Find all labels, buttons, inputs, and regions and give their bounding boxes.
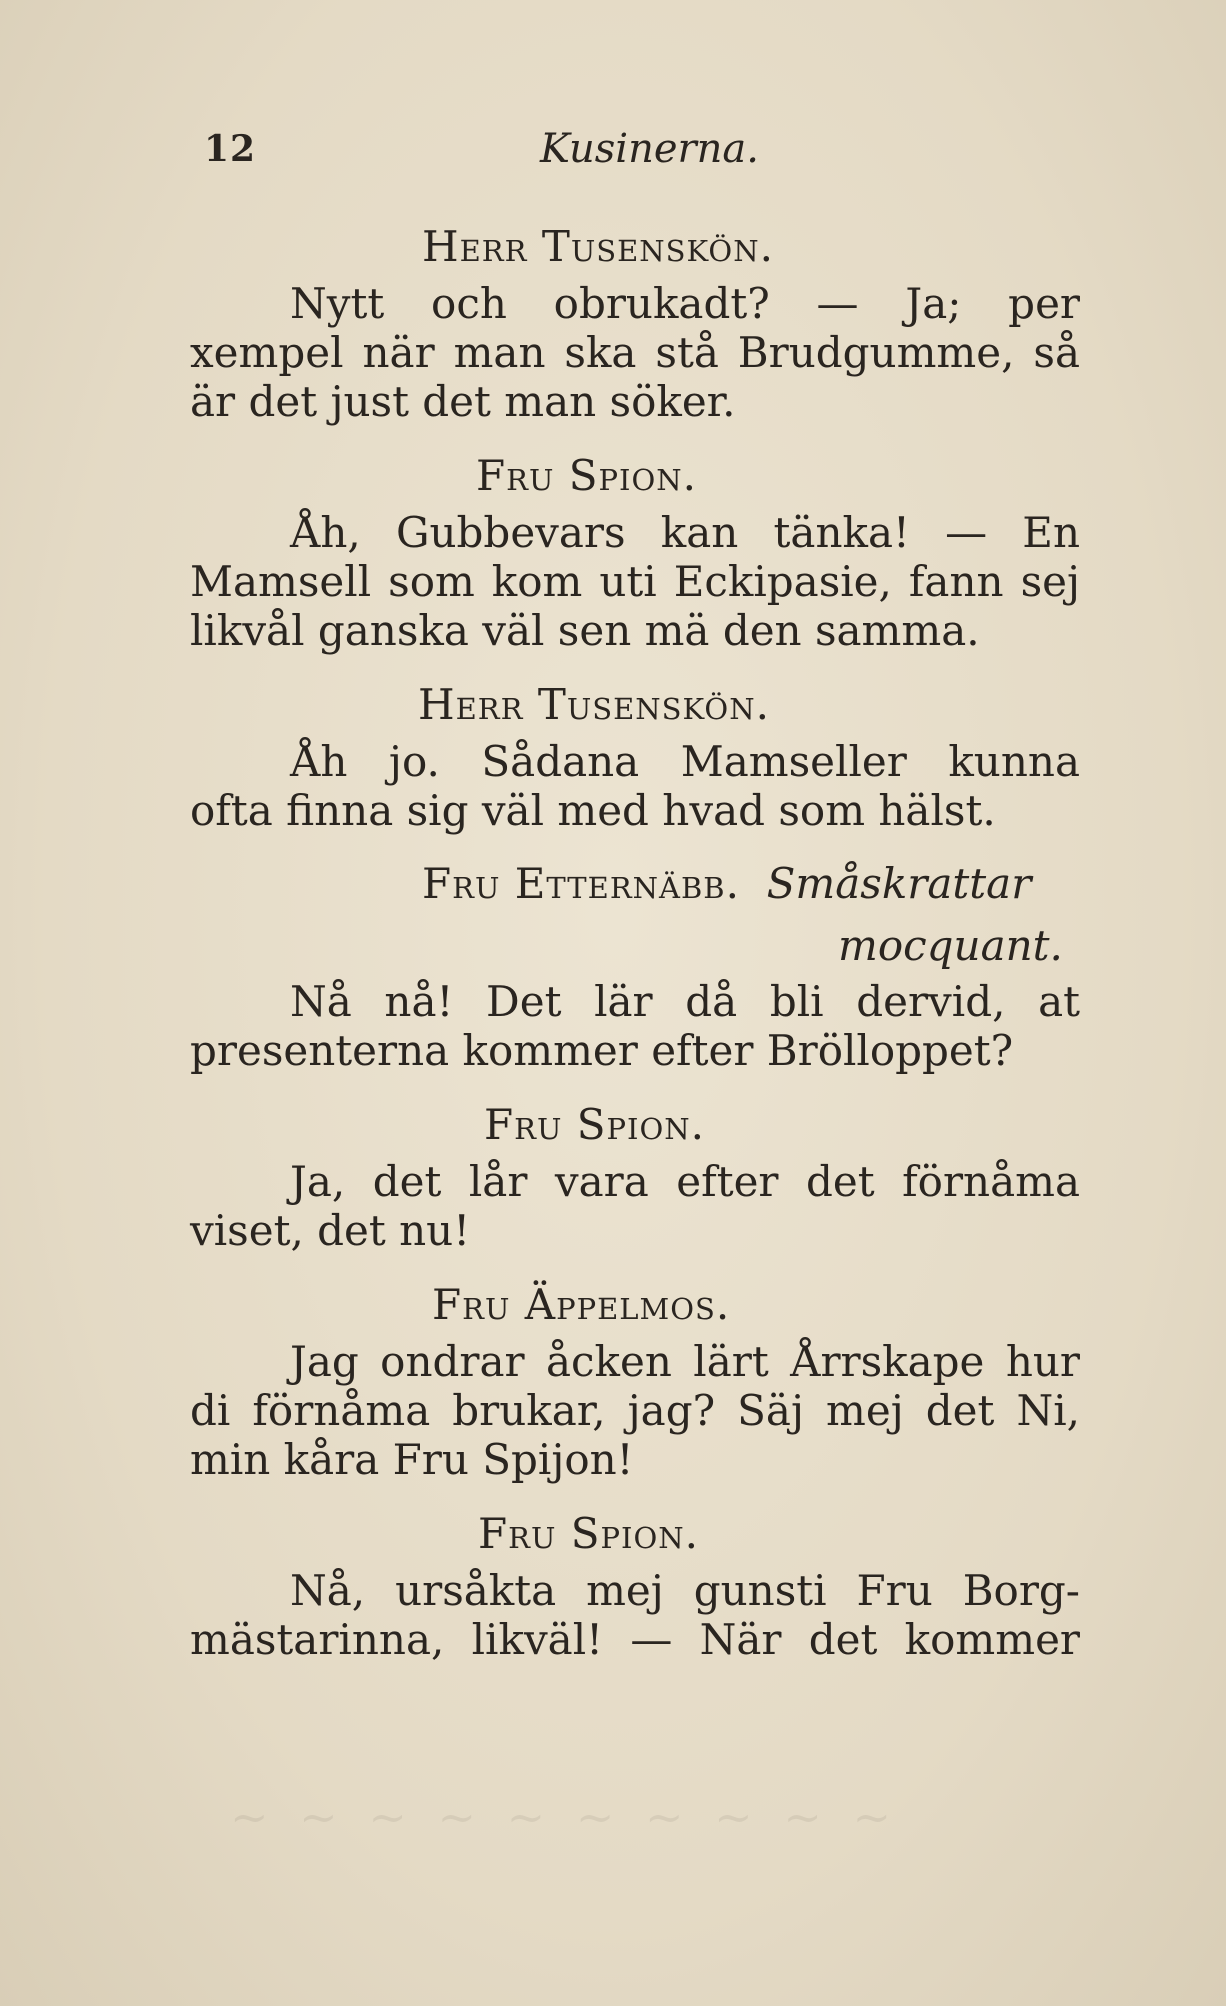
dialogue-block — [190, 1273, 1080, 1484]
text-line: Mamsell som kom uti Eckipasie, fann sej — [190, 557, 1080, 606]
speech-text — [190, 1566, 1080, 1664]
page-number: 12 — [204, 128, 257, 170]
faint-handwriting-bleedthrough: ~ ~ ~ ~ ~ ~ ~ ~ ~ ~ — [230, 1790, 900, 1844]
text-line: presenterna kommer efter Brölloppet? — [190, 1026, 1014, 1075]
speaker-heading — [190, 853, 1080, 977]
text-line: min kåra Fru Spijon! — [190, 1435, 634, 1484]
speaker-name: Fru Spion. — [484, 1100, 706, 1149]
text-line: Nytt och obrukadt? — Ja; per — [290, 279, 1080, 328]
speech-text — [190, 1157, 1080, 1255]
text-line: Ja, det lår vara efter det förnåma — [290, 1157, 1080, 1206]
text-line: mästarinna, likväl! — När det kommer — [190, 1615, 1080, 1664]
speaker-name: Herr Tusenskön. — [422, 222, 774, 271]
text-line: Åh jo. Sådana Mamseller kunna — [290, 737, 1080, 786]
speaker-name: Fru Spion. — [478, 1509, 700, 1558]
text-line: xempel när man ska stå Brudgumme, så — [190, 328, 1080, 377]
dialogue-text — [190, 215, 1080, 1682]
text-line: ofta finna sig väl med hvad som hälst. — [190, 786, 996, 835]
speaker-name: Fru Spion. — [476, 451, 698, 500]
page-header — [0, 128, 1226, 178]
speaker-name: Fru Etternäbb. — [422, 859, 740, 908]
text-line: Åh, Gubbevars kan tänka! — En — [290, 508, 1080, 557]
text-line: viset, det nu! — [190, 1206, 471, 1255]
stage-direction-continued: mocquant. — [838, 921, 1063, 970]
dialogue-block — [190, 444, 1080, 655]
speech-text — [190, 1337, 1080, 1484]
speaker-name: Fru Äppelmos. — [432, 1280, 731, 1329]
text-line: är det just det man söker. — [190, 377, 736, 426]
dialogue-block — [190, 853, 1080, 1075]
dialogue-block — [190, 1093, 1080, 1255]
running-head: Kusinerna. — [540, 126, 759, 172]
speaker-name: Herr Tusenskön. — [418, 680, 770, 729]
dialogue-block — [190, 673, 1080, 835]
speech-text — [190, 279, 1080, 426]
speech-text — [190, 508, 1080, 655]
text-line: Jag ondrar åcken lärt Årrskape hur — [290, 1337, 1080, 1386]
speech-text — [190, 977, 1080, 1075]
dialogue-block — [190, 215, 1080, 426]
text-line: Nå, ursåkta mej gunsti Fru Borg- — [290, 1566, 1080, 1615]
text-line: di förnåma brukar, jag? Säj mej det Ni, — [190, 1386, 1080, 1435]
speech-text — [190, 737, 1080, 835]
stage-direction: Småskrattar — [766, 859, 1032, 908]
text-line: Nå nå! Det lär då bli dervid, at — [290, 977, 1080, 1026]
text-line: likvål ganska väl sen mä den samma. — [190, 606, 980, 655]
dialogue-block — [190, 1502, 1080, 1664]
